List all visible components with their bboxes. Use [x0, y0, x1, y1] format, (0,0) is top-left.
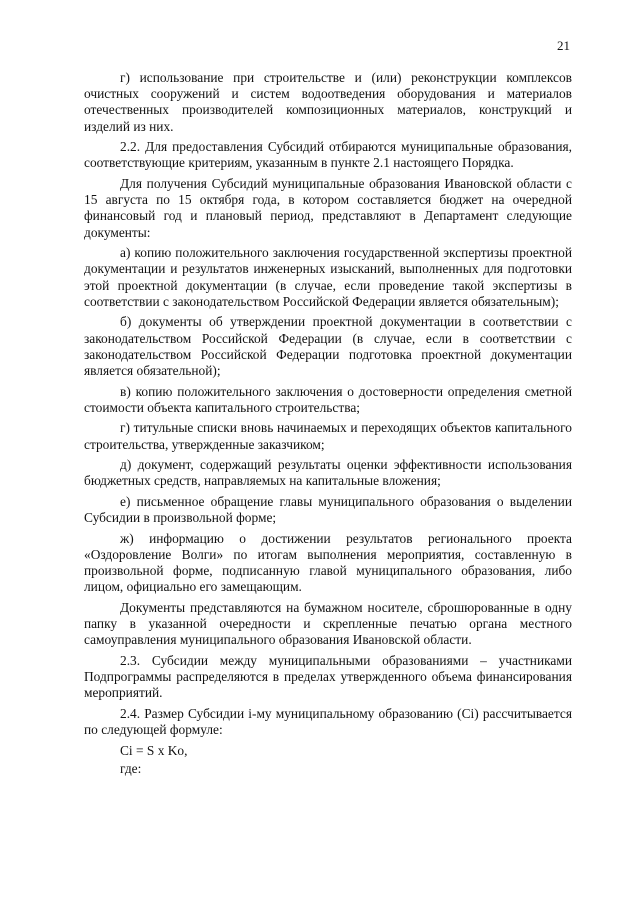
- paragraph-documents-submission: Документы представляются на бумажном носителе, сброшюрованные в одну папку в указанной очередности и скрепленные печатью органа местного самоуправления муниципального образования Ивановской области.: [84, 600, 572, 648]
- paragraph-2-3: 2.3. Субсидии между муниципальными образованиями – участниками Подпрограммы распределяются в пределах утвержденного объема финансирования мероприятий.: [84, 653, 572, 701]
- page-number: 21: [557, 38, 570, 53]
- paragraph-item-zh: ж) информацию о достижении результатов регионального проекта «Оздоровление Волги» по итогам выполнения мероприятия, составленную в произвольной форме, подписанную главой муниципального образования, либо лицом, официально его замещающим.: [84, 530, 572, 595]
- paragraph-2-2: 2.2. Для предоставления Субсидий отбираются муниципальные образования, соответствующие критериям, указанным в пункте 2.1 настоящего Порядка.: [84, 139, 572, 171]
- paragraph-item-e: е) письменное обращение главы муниципального образования о выделении Субсидии в произвольной форме;: [84, 494, 572, 526]
- paragraph-documents-intro: Для получения Субсидий муниципальные образования Ивановской области с 15 августа по 15 октября года, в котором составляется бюджет на очередной финансовый год и плановый период, представляют в Департамент следующие документы:: [84, 176, 572, 240]
- formula: Ci = S x Ko,: [120, 742, 188, 758]
- paragraph-2-4: 2.4. Размер Субсидии i-му муниципальному образованию (Ci) рассчитывается по следующей формуле:: [84, 706, 572, 738]
- document-body: [84, 70, 572, 782]
- paragraph-item-g: г) титульные списки вновь начинаемых и переходящих объектов капитального строительства, утвержденные заказчиком;: [84, 420, 572, 452]
- paragraph-item-g-materials: г) использование при строительстве и (или) реконструкции комплексов очистных сооружений и систем водоотведения оборудования и материалов отечественных производителей композиционных материалов, конструкций и изделий из них.: [84, 70, 572, 134]
- paragraph-where: где:: [120, 761, 142, 776]
- paragraph-item-b: б) документы об утверждении проектной документации в соответствии с законодательством Российской Федерации (в случае, если в соответствии с законодательством Российской Федерации подготовка проектной документации является обязательной);: [84, 314, 572, 379]
- paragraph-item-d: д) документ, содержащий результаты оценки эффективности использования бюджетных средств, направляемых на капитальные вложения;: [84, 457, 572, 489]
- paragraph-item-a: а) копию положительного заключения государственной экспертизы проектной документации и результатов инженерных изысканий, выполненных для подготовки этой проектной документации (в случае, если проведение такой экспертизы в соответствии с законодательством Российской Федерации является обязательным);: [84, 245, 572, 309]
- paragraph-item-v: в) копию положительного заключения о достоверности определения сметной стоимости объекта капитального строительства;: [84, 383, 572, 415]
